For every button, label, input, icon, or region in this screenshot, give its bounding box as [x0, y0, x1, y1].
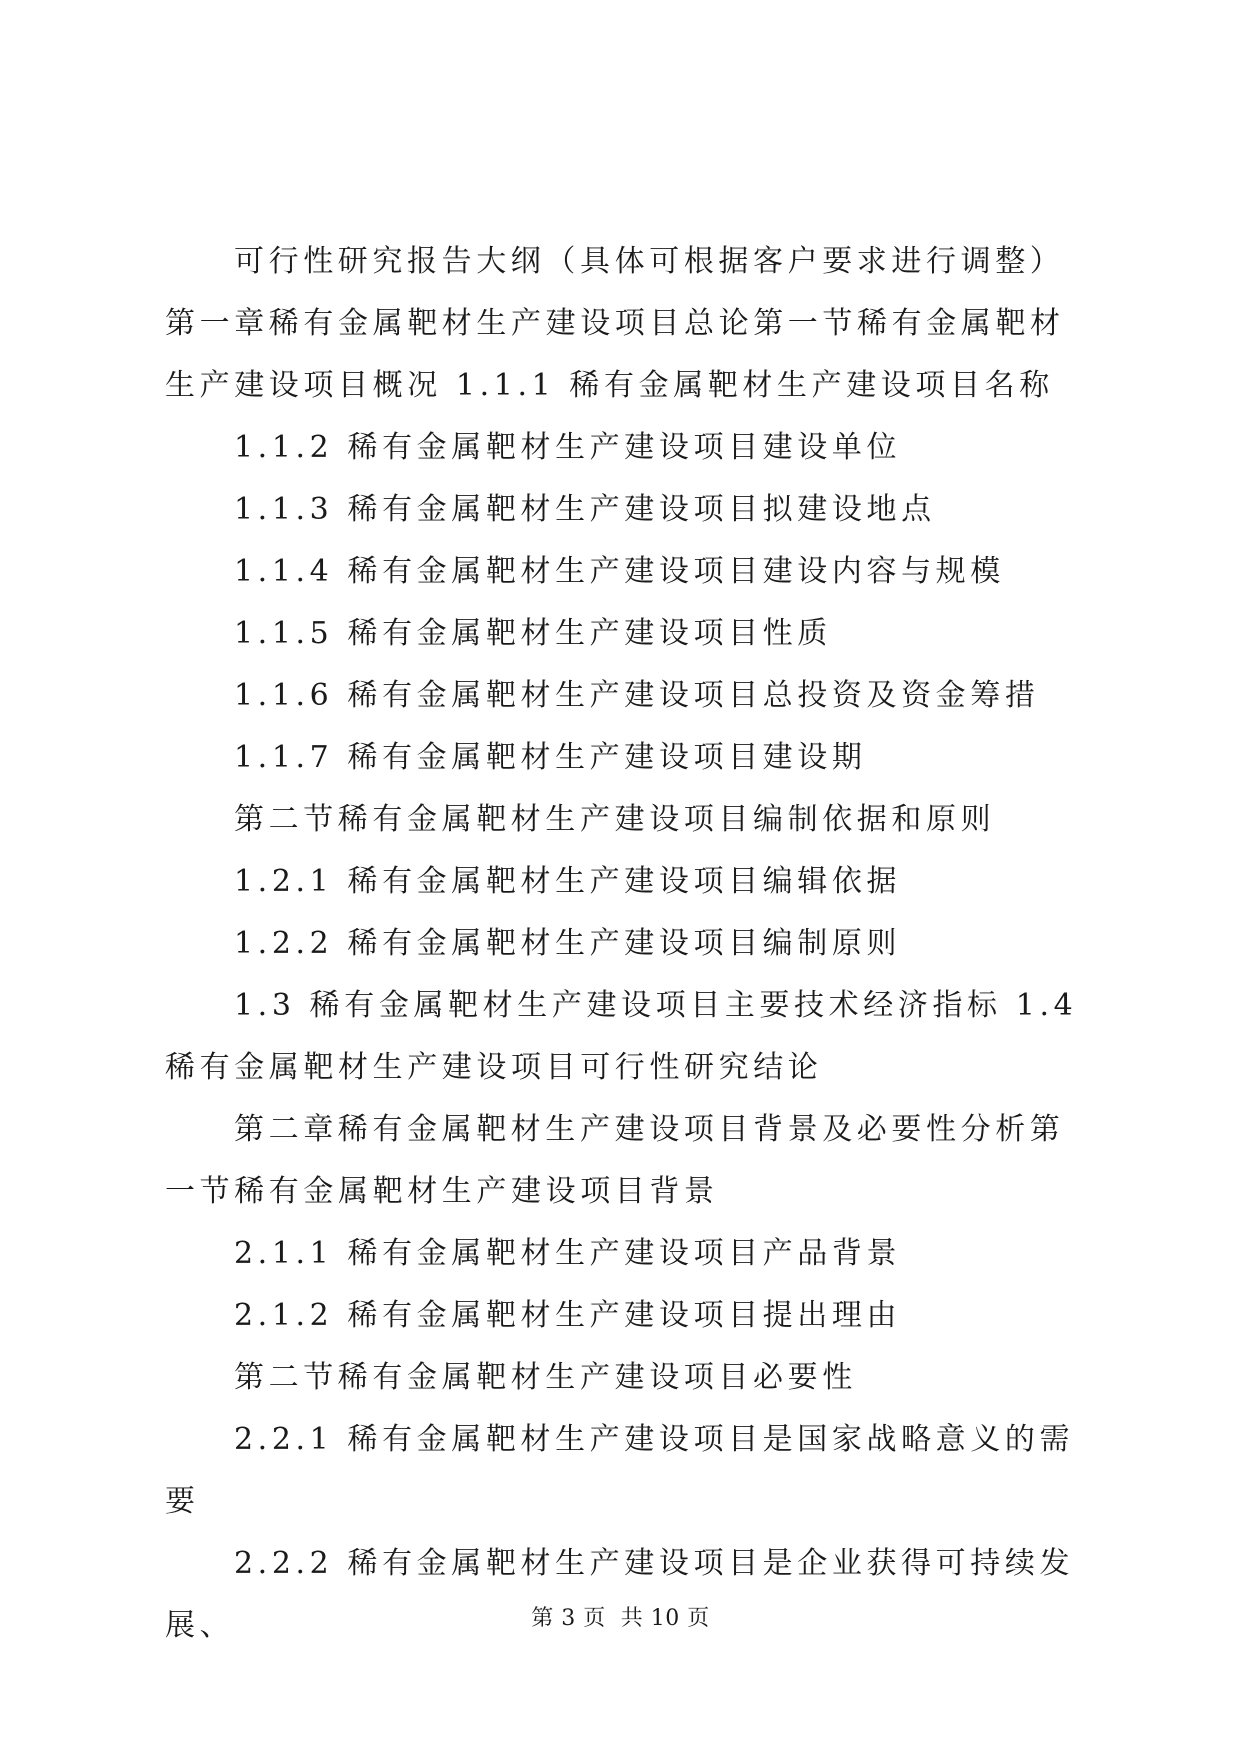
paragraph-section-2-basis: 第二节稀有金属靶材生产建设项目编制依据和原则 [234, 802, 996, 837]
paragraph-outline-intro: 可行性研究报告大纲（具体可根据客户要求进行调整）第一章稀有金属靶材生产建设项目总论第一节稀有金属靶材生产建设项目概况 1.1.1 稀有金属靶材生产建设项目名称 [165, 244, 1065, 403]
paragraph-1-1-6: 1.1.6 稀有金属靶材生产建设项目总投资及资金筹措 [234, 678, 1040, 713]
paragraph-1-1-7: 1.1.7 稀有金属靶材生产建设项目建设期 [234, 740, 867, 775]
page-footer [0, 1604, 1241, 1634]
paragraph-1-1-3: 1.1.3 稀有金属靶材生产建设项目拟建设地点 [234, 492, 936, 527]
paragraph-1-1-4: 1.1.4 稀有金属靶材生产建设项目建设内容与规模 [234, 554, 1005, 589]
paragraph-2-2-2: 2.2.2 稀有金属靶材生产建设项目是企业获得可持续发展、 [165, 1546, 1075, 1643]
paragraph-1-2-2: 1.2.2 稀有金属靶材生产建设项目编制原则 [234, 926, 902, 961]
paragraph-1-3-1-4: 1.3 稀有金属靶材生产建设项目主要技术经济指标 1.4 稀有金属靶材生产建设项目可行性研究结论 [165, 988, 1078, 1085]
page-number-label: 第 3 页 共 10 页 [531, 1606, 710, 1631]
paragraph-section-2-necessity: 第二节稀有金属靶材生产建设项目必要性 [234, 1360, 857, 1395]
paragraph-1-1-2: 1.1.2 稀有金属靶材生产建设项目建设单位 [234, 430, 902, 465]
paragraph-1-1-5: 1.1.5 稀有金属靶材生产建设项目性质 [234, 616, 832, 651]
document-body [165, 231, 1085, 1657]
paragraph-2-2-1: 2.2.1 稀有金属靶材生产建设项目是国家战略意义的需要 [165, 1422, 1075, 1519]
paragraph-2-1-1: 2.1.1 稀有金属靶材生产建设项目产品背景 [234, 1236, 902, 1271]
paragraph-chapter-2: 第二章稀有金属靶材生产建设项目背景及必要性分析第一节稀有金属靶材生产建设项目背景 [165, 1112, 1065, 1209]
paragraph-1-2-1: 1.2.1 稀有金属靶材生产建设项目编辑依据 [234, 864, 902, 899]
paragraph-2-1-2: 2.1.2 稀有金属靶材生产建设项目提出理由 [234, 1298, 902, 1333]
